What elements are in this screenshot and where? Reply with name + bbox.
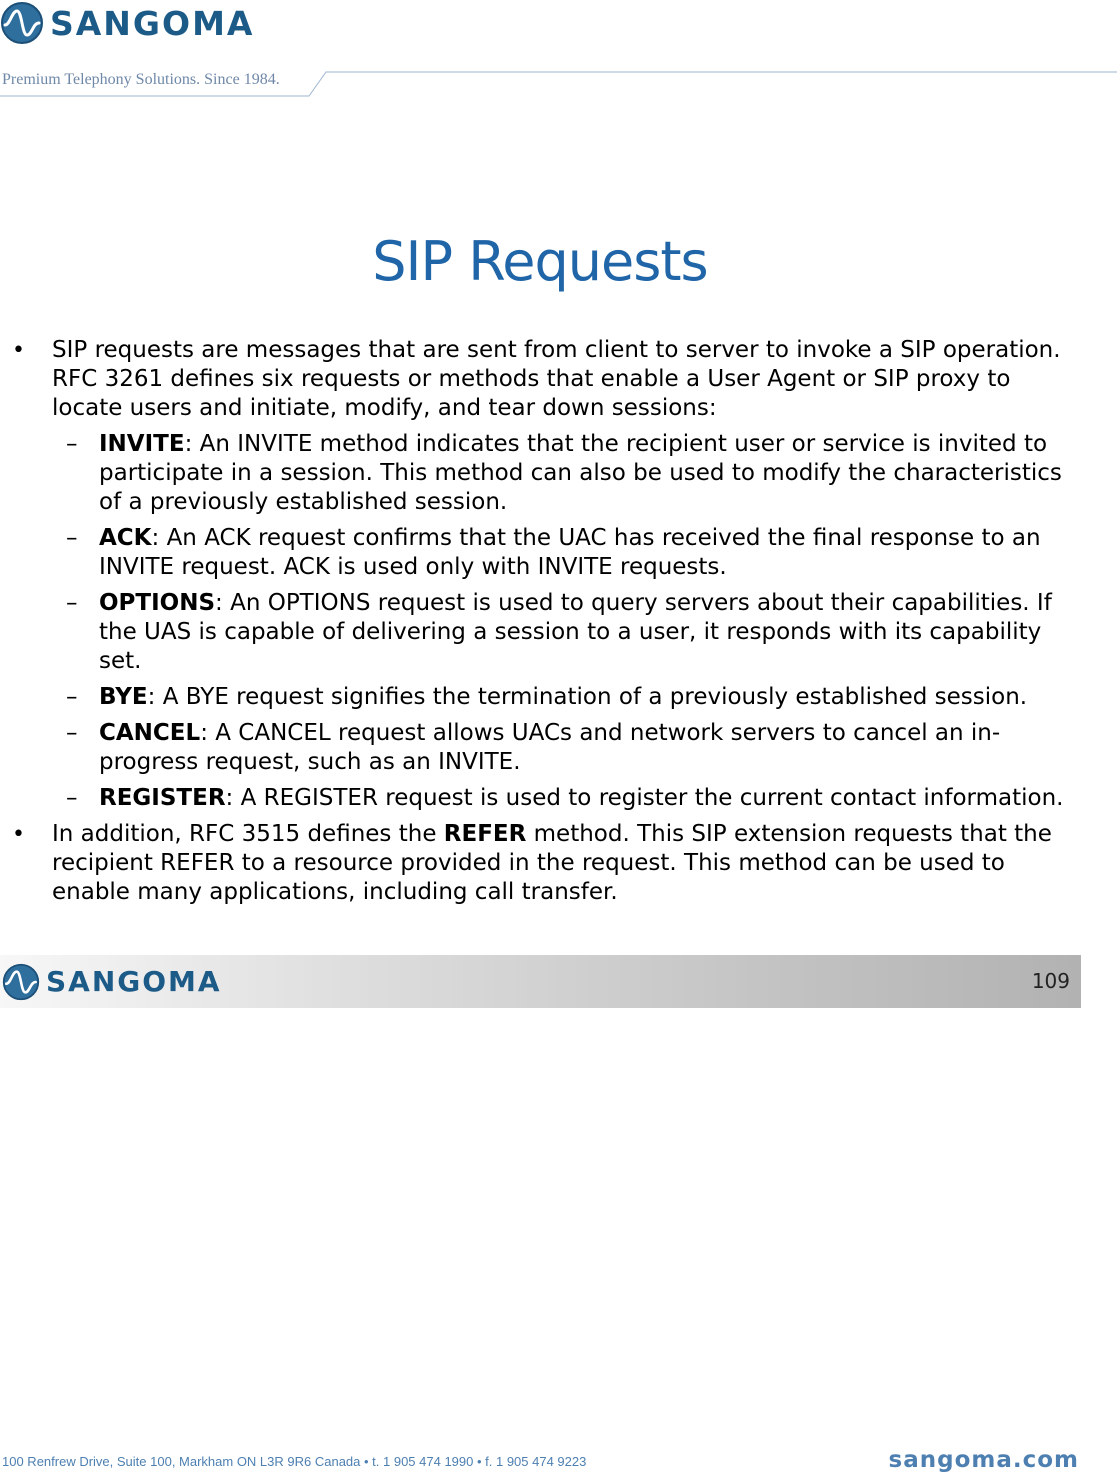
dash-icon: – (66, 785, 78, 811)
refer-text-after: method. This SIP extension requests that the recipient REFER to a resource provided in the request. This method can be used to enable many applications, including call transfer. (52, 821, 1052, 905)
brand-wordmark: SANGOMA (50, 3, 255, 43)
tagline: Premium Telephony Solutions. Since 1984. (2, 71, 280, 88)
method-cancel (10, 719, 1080, 777)
footer-sangoma-logo (2, 963, 222, 1001)
method-description: : An ACK request confirms that the UAC has received the final response to an INVITE request. ACK is used only with INVITE requests. (99, 525, 1041, 580)
method-term: ACK (99, 525, 152, 551)
method-description: : A CANCEL request allows UACs and network servers to cancel an in-progress request, such as an INVITE. (99, 720, 1001, 775)
method-description: : A BYE request signifies the termination of a previously established session. (147, 684, 1028, 710)
method-description: : An OPTIONS request is used to query servers about their capabilities. If the UAS is capable of delivering a session to a user, it responds with its capability set. (99, 590, 1052, 674)
sangoma-logo (0, 0, 254, 46)
bullet-icon: • (12, 822, 25, 847)
method-register (10, 784, 1080, 813)
sangoma-wave-icon (2, 963, 40, 1001)
slide-title: SIP Requests (372, 230, 708, 293)
method-ack (10, 524, 1080, 582)
refer-bullet (10, 820, 1080, 907)
dash-icon: – (66, 720, 78, 746)
bullet-icon: • (12, 338, 25, 363)
method-options (10, 589, 1080, 676)
method-term: REGISTER (99, 785, 226, 811)
dash-icon: – (66, 431, 78, 457)
page-number: 109 (1031, 969, 1070, 993)
intro-text: SIP requests are messages that are sent from client to server to invoke a SIP operation. RFC 3261 defines six requests or methods that enable a User Agent or SIP proxy to locate users and initiate, modify, and tear down sessions: (52, 337, 1061, 421)
method-term: CANCEL (99, 720, 201, 746)
method-description: : A REGISTER request is used to register the current contact information. (225, 785, 1064, 811)
slide-footer-bar (0, 955, 1081, 1008)
method-invite (10, 430, 1080, 517)
dash-icon: – (66, 525, 78, 551)
method-description: : An INVITE method indicates that the recipient user or service is invited to participate in a session. This method can also be used to modify the characteristics of a previously established session. (99, 431, 1062, 515)
refer-term: REFER (443, 821, 527, 847)
website-link[interactable]: sangoma.com (888, 1447, 1079, 1473)
method-bye (10, 683, 1080, 712)
refer-text-before: In addition, RFC 3515 defines the (52, 821, 444, 847)
company-address: 100 Renfrew Drive, Suite 100, Markham ON L3R 9R6 Canada • t. 1 905 474 1990 • f. 1 905 474 9223 (2, 1454, 587, 1469)
method-term: INVITE (99, 431, 185, 457)
method-term: OPTIONS (99, 590, 216, 616)
footer-brand-wordmark: SANGOMA (46, 965, 222, 998)
intro-bullet (10, 336, 1080, 423)
dash-icon: – (66, 590, 78, 616)
sangoma-wave-icon (0, 1, 44, 45)
dash-icon: – (66, 684, 78, 710)
method-term: BYE (99, 684, 148, 710)
header-divider (0, 68, 1117, 100)
slide-body (10, 336, 1080, 907)
